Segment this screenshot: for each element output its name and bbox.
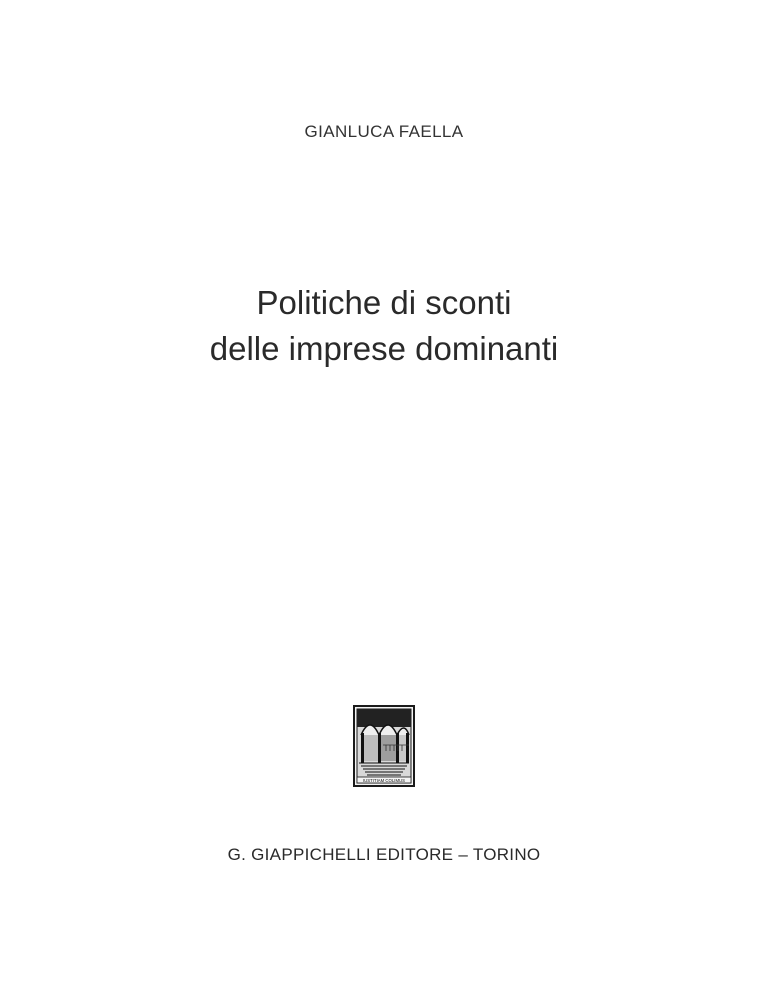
- author-name: GIANLUCA FAELLA: [304, 122, 464, 141]
- emblem-motto: IUSTITIAM COLIMUS: [362, 777, 406, 783]
- book-title-line-2: delle imprese dominanti: [209, 330, 559, 367]
- book-title: [0, 280, 768, 372]
- book-title-line-1: Politiche di sconti: [256, 284, 512, 321]
- publisher-name: G. GIAPPICHELLI EDITORE – TORINO: [227, 845, 541, 864]
- publisher-emblem-icon: [353, 705, 415, 787]
